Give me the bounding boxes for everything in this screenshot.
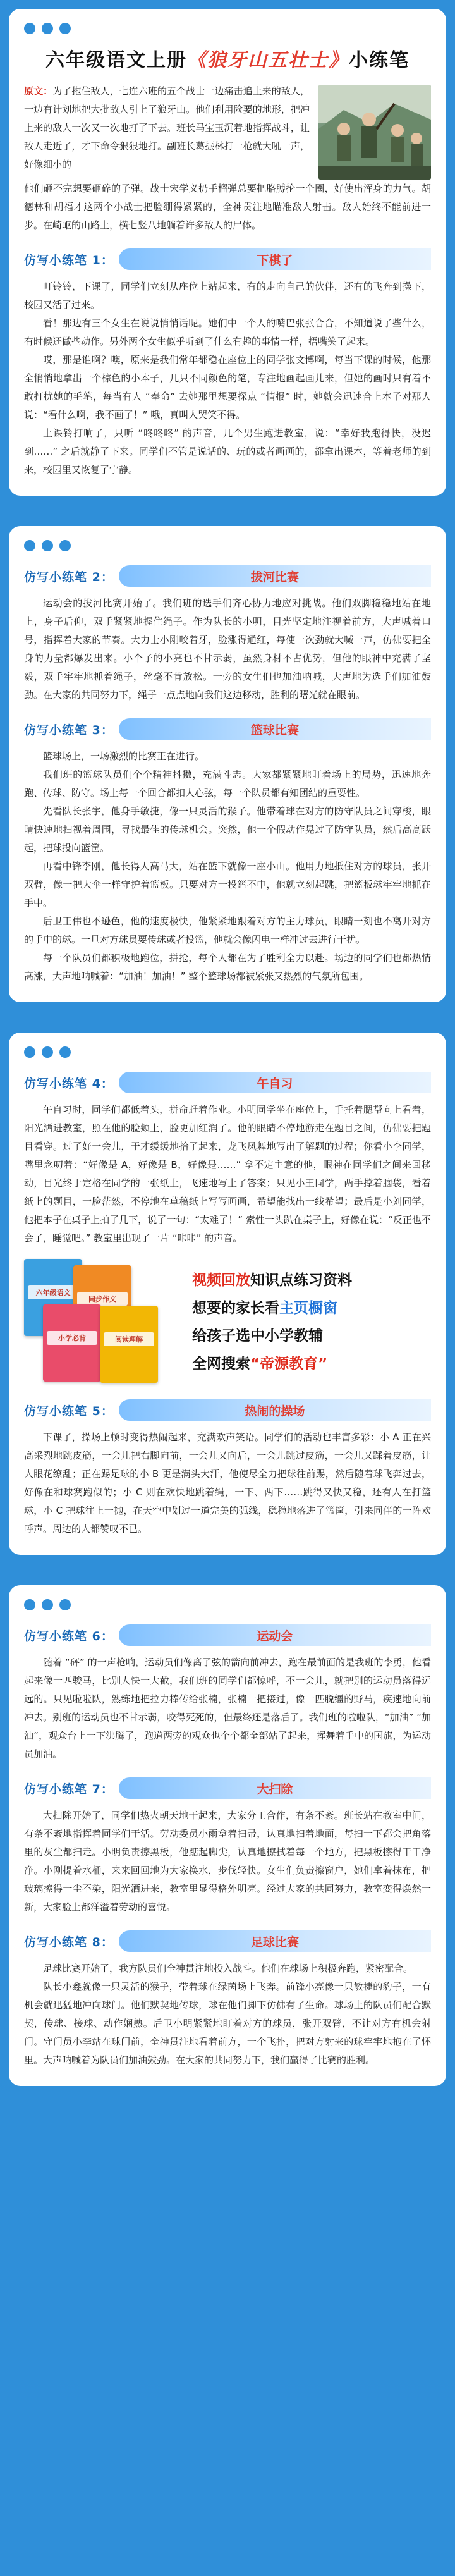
card-dots bbox=[24, 23, 431, 34]
paragraph: 足球比赛开始了，我方队员们全神贯注地投入战斗。他们在球场上积极奔跑，紧密配合。 bbox=[43, 1963, 413, 1974]
section-label: 仿写小练笔 4： bbox=[24, 1076, 114, 1091]
section-label: 仿写小练笔 7： bbox=[24, 1782, 114, 1796]
promo-highlight: “帝源教育” bbox=[250, 1356, 328, 1372]
dot bbox=[59, 1046, 71, 1058]
section-label: 仿写小练笔 8： bbox=[24, 1935, 114, 1949]
title-prefix: 六年级语文上册 bbox=[46, 49, 187, 71]
section-label: 仿写小练笔 5： bbox=[24, 1404, 114, 1418]
promo-text-part: 知识点练习资料 bbox=[250, 1272, 352, 1289]
dot bbox=[24, 1599, 35, 1610]
dot bbox=[42, 1046, 53, 1058]
paragraph: 运动会的拔河比赛开始了。我们班的选手们齐心协力地应对挑战。他们双脚稳稳地站在地上，身子后仰，双手紧紧地握住绳子。作为队长的小明，目光坚定地注视着前方，大声喊着口号，指挥着大家的节奏。大力士小刚咬着牙，脸涨得通红，每使一次劲就大喊一声，仿佛要把全身的力量都爆发出来。小个子的小亮也不甘示弱，虽然身材不占优势，但他的眼神中充满了坚毅，双手牢牢地抓着绳子，丝毫不肯放松。一旁的女生们也加油呐喊，大声地为选手们加油鼓劲。在大家的共同努力下，绳子一点点地向我们这边移动，胜利的曙光就在眼前。 bbox=[24, 598, 431, 701]
intro-rest: 他们砸不完想要砸碎的子弹。战士宋学义扔手榴弹总要把胳膊抡一个圈，好使出浑身的力气。胡德林和胡福才这两个小战士把脸绷得紧紧的，全神贯注地瞄准敌人射击。敌人始终不能前进一步。在崎岖的山路上，横七竖八地躺着许多敌人的尸体。 bbox=[24, 183, 431, 231]
book-title: 阅读理解 bbox=[104, 1332, 154, 1346]
section-head-3 bbox=[24, 717, 431, 741]
section-topic: 篮球比赛 bbox=[119, 718, 431, 740]
section-head-5 bbox=[24, 1398, 431, 1422]
section-topic: 运动会 bbox=[119, 1624, 431, 1646]
paragraph: 我们班的篮球队员们个个精神抖擞，充满斗志。大家都紧紧地盯着场上的局势，迅速地奔跑、传球、防守。场上每一个回合都扣人心弦，每一个队员都有知团结的重要性。 bbox=[24, 769, 431, 799]
promo-block bbox=[24, 1259, 431, 1385]
promo-highlight: 视频回放 bbox=[192, 1272, 250, 1289]
section-label: 仿写小练笔 2： bbox=[24, 570, 114, 584]
paragraph: 每一个队员们都积极地跑位，拼抢，每个人都在为了胜利全力以赴。场边的同学们也都热情高涨，大声地呐喊着：“加油！加油！” 整个篮球场都被紧张又热烈的气氛所包围。 bbox=[24, 952, 431, 982]
promo-text-part: 想要的家长看 bbox=[192, 1300, 279, 1316]
paragraph: 哎，那是谁啊？噢，原来是我们常年都稳在座位上的同学张文博啊，每当下课的时候，他那全悄悄地拿出一个棕色的小本子，几只不同颜色的笔，专注地画起画儿来，但她的画时只有着不敢打扰她的毛笔，每当有人 “奉命” 去她那里想要探点 “情报” 时，她就会迅速合上本子对那人说：“看什么啊，我不画了！” 哦，真叫人哭笑不得。 bbox=[24, 354, 431, 420]
card-dots bbox=[24, 1599, 431, 1610]
paragraph: 随着 “砰” 的一声枪响，运动员们像离了弦的箭向前冲去，跑在最前面的是我班的李勇，他看起来像一匹骏马，比别人快一大截，我们班的同学们都惊呼，不一会儿，就把别的运动员落得远远的。只见啦啦队，熟练地把拉力棒传给张楠，张楠一把接过，像一匹脱缰的野马，疾速地向前冲去。别班的运动员也不甘示弱，咬得死死的，但最终还是落后了。我们班的啦啦队，“加油” “加油”，观众台上一下沸腾了，跑道两旁的观众也个个都全部站了起来，挥舞着手中的国旗，为运动员加油。 bbox=[24, 1657, 431, 1760]
dot bbox=[59, 540, 71, 551]
section-topic: 热闹的操场 bbox=[119, 1399, 431, 1421]
promo-highlight: 主页橱窗 bbox=[279, 1300, 337, 1316]
paragraph: 篮球场上，一场激烈的比赛正在进行。 bbox=[43, 751, 205, 762]
dot bbox=[42, 540, 53, 551]
promo-text bbox=[192, 1267, 431, 1378]
paragraph: 午自习时，同学们都低着头，拼命赶着作业。小明同学坐在座位上，手托着腮帮向上看着，阳光洒进教室，照在他的脸颊上，脸更加红润了。他的眼睛不停地游走在题目之间，仿佛要把题目看穿。过了好一会儿，于才缓缓地拾了起来，龙飞凤舞地写出了解题的过程；你看小李同学，嘴里念叨着：“好像是 A，好像是 B，好像是……” 拿不定主意的他，眼神在同学们之间来回移动，目光终于定格在同学的一张纸上，飞速地写上了答案；只见小王同学，两手撑着脑袋，看着纸上的题目，一脸茫然，不停地在草稿纸上写写画画，希望能找出一线希望；最后是小刘同学，他把本子在桌子上拍了几下，说了一句：“太难了！” 索性一头趴在桌子上，好像在说：“反正也不会了，睡觉吧。” 教室里出现了一片 “咔咔” 的声音。 bbox=[24, 1104, 431, 1244]
title-suffix: 小练笔 bbox=[349, 49, 410, 71]
section-topic: 午自习 bbox=[119, 1072, 431, 1093]
section-head-6 bbox=[24, 1623, 431, 1647]
section-label: 仿写小练笔 6： bbox=[24, 1629, 114, 1643]
paragraph: 下课了，操场上顿时变得热闹起来，充满欢声笑语。同学们的活动也丰富多彩：小 A 正在兴高采烈地跳皮筋，一会儿把右脚向前，一会儿又向后，一会儿跳过皮筋，一会儿又踩着皮筋，让人眼花缭乱；正在踢足球的小 B 更是满头大汗，他使尽全力把球往前踢，然后随着球飞奔过去，好像在和球赛跑似的；小 C 则在欢快地跳着绳，一下、两下……跳得又快又稳，还有人在打篮球，小 C 把球往上一抛，在天空中划过一道完美的弧线，稳稳地落进了篮筐，引来同伴的一阵欢呼声。周边的人都赞叹不已。 bbox=[24, 1432, 431, 1535]
dot bbox=[24, 540, 35, 551]
section-head-1 bbox=[24, 247, 431, 271]
paragraph: 上课铃打响了，只听 “咚咚咚” 的声音，几个男生跑进教室，说：“幸好我跑得快，没迟到……” 之后就静了下来。同学们不管是说话的、玩的或者画画的，都拿出课本，等着老师的到来，校园里又恢复了宁静。 bbox=[24, 427, 431, 475]
book-covers bbox=[24, 1259, 182, 1385]
soldiers-illustration bbox=[318, 85, 431, 180]
dot bbox=[42, 23, 53, 34]
card-2 bbox=[9, 526, 446, 1002]
book-cover bbox=[100, 1306, 158, 1383]
title-book: 《狼牙山五壮士》 bbox=[187, 49, 349, 71]
section-head-2 bbox=[24, 564, 431, 588]
intro-main: 为了拖住敌人，七连六班的五个战士一边痛击追上来的敌人，一边有计划地把大批敌人引上了狼牙山。他们利用险要的地形，把冲上来的敌人一次又一次地打了下去。班长马宝玉沉着地指挥战斗，让敌人走近了，才下命令狠狠地打。副班长葛振林打一枪就大吼一声，好像细小的 bbox=[24, 85, 310, 170]
paragraph: 大扫除开始了，同学们热火朝天地干起来，大家分工合作，有条不紊。班长站在教室中间，有条不紊地指挥着同学们干活。劳动委员小雨拿着扫帚，认真地扫着地面，每扫一下都会把角落里的灰尘都扫走。小明负责擦黑板，他踮起脚尖，认真地擦拭着每一个地方，把黑板擦得干干净净。小刚提着水桶，来来回回地为大家换水，步伐轻快。女生们负责擦窗户，她们拿着抹布，把玻璃擦得一尘不染，阳光洒进来，教室里显得格外明亮。经过大家的共同努力，教室变得焕然一新，大家脸上都洋溢着劳动的喜悦。 bbox=[24, 1810, 431, 1913]
illustration-photo bbox=[318, 85, 431, 180]
book-title: 六年级语文 bbox=[28, 1285, 78, 1299]
dot bbox=[24, 1046, 35, 1058]
paragraph: 先看队长张宇，他身手敏捷，像一只灵活的猴子。他带着球在对方的防守队员之间穿梭，眼睛快速地扫视着周围，寻找最佳的传球机会。突然，他一个假动作晃过了防守队员，然后高高跃起，把球投向篮筐。 bbox=[24, 806, 431, 854]
book-cover bbox=[43, 1304, 101, 1382]
promo-line-3: 给孩子选中小学教辅 bbox=[192, 1328, 323, 1344]
card-dots bbox=[24, 1046, 431, 1058]
section-topic: 下棋了 bbox=[119, 248, 431, 270]
section-topic: 大扫除 bbox=[119, 1777, 431, 1799]
paragraph: 看！那边有三个女生在说说悄悄话呢。她们中一个人的嘴巴张张合合，不知道说了些什么，有时候还做些动作。另外两个女生似乎听到了什么有趣的事情一样，捂嘴笑了起来。 bbox=[24, 317, 431, 347]
dot bbox=[42, 1599, 53, 1610]
dot bbox=[24, 23, 35, 34]
promo-line-4 bbox=[192, 1350, 431, 1378]
page-title bbox=[24, 44, 431, 72]
promo-line-2 bbox=[192, 1294, 431, 1322]
intro-block bbox=[24, 82, 431, 180]
book-title: 小学必背 bbox=[47, 1331, 97, 1345]
dot bbox=[59, 1599, 71, 1610]
dot bbox=[59, 23, 71, 34]
card-1 bbox=[9, 9, 446, 496]
paragraph: 再看中锋李刚，他长得人高马大，站在篮下就像一座小山。他用力地抵住对方的球员，张开双臂，像一把大伞一样守护着篮板。只要对方一投篮不中，他就立刻起跳，把篮板球牢牢地抓在手中。 bbox=[24, 861, 431, 909]
paragraph: 后卫王伟也不逊色，他的速度极快，他紧紧地跟着对方的主力球员，眼睛一刻也不离开对方的手中的球。一旦对方球员要传球或者投篮，他就会像闪电一样冲过去进行干扰。 bbox=[24, 916, 431, 945]
card-dots bbox=[24, 540, 431, 551]
section-head-4 bbox=[24, 1070, 431, 1095]
section-topic: 拔河比赛 bbox=[119, 565, 431, 587]
card-3 bbox=[9, 1033, 446, 1555]
intro-label: 原文： bbox=[24, 85, 53, 97]
intro-text bbox=[24, 82, 310, 174]
section-head-7 bbox=[24, 1776, 431, 1800]
promo-text-part: 全网搜索 bbox=[192, 1356, 250, 1372]
book-title: 同步作文 bbox=[77, 1292, 128, 1306]
section-label: 仿写小练笔 1： bbox=[24, 253, 114, 267]
section-label: 仿写小练笔 3： bbox=[24, 723, 114, 737]
section-head-8 bbox=[24, 1929, 431, 1953]
paragraph: 队长小鑫就像一只灵活的猴子，带着球在绿茵场上飞奔。前锋小亮像一只敏捷的豹子，一有机会就迅猛地冲向球门。他们默契地传球，球在他们脚下仿佛有了生命。球场上的队员们配合默契，传球、接球、动作娴熟。后卫小明紧紧地盯着对方的球员，张开双臂，不让对方有机会射门。守门员小李站在球门前，全神贯注地看着前方，一个飞扑，把对方射来的球牢牢地抱在了怀里。大声呐喊着为队员们加油鼓劲。在大家的共同努力下，我们赢得了比赛的胜利。 bbox=[24, 1981, 431, 2066]
promo-line-1 bbox=[192, 1267, 431, 1294]
card-4 bbox=[9, 1585, 446, 2086]
paragraph: 叮铃铃，下课了，同学们立刻从座位上站起来，有的走向自己的伙伴，还有的飞奔到操下，校园又活了过来。 bbox=[24, 281, 431, 310]
section-topic: 足球比赛 bbox=[119, 1930, 431, 1952]
